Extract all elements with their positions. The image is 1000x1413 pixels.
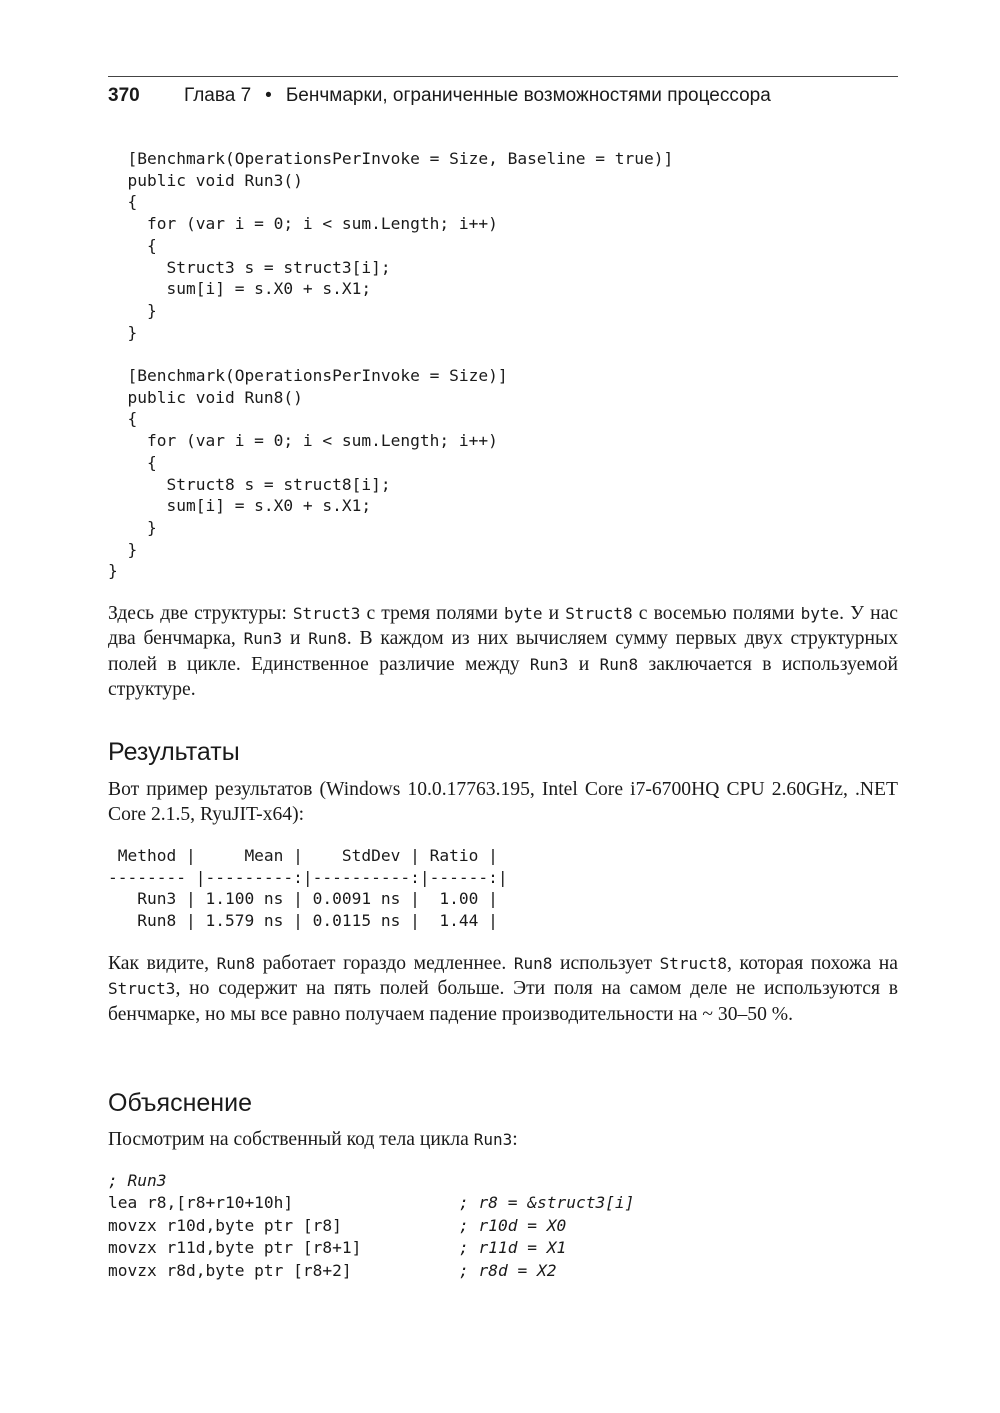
results-table: Method | Mean | StdDev | Ratio | -------- |---------:|----------:|------:| Run3 | 1.100 ns | 0.0091 ns | 1.00 | Run8 | 1.579 ns | 0.0115 ns | 1.44 | bbox=[108, 846, 508, 931]
asm-instruction: movzx r11d,byte ptr [r8+1] bbox=[108, 1238, 362, 1258]
asm-comment: ; r8d = X2 bbox=[459, 1260, 557, 1280]
chapter-title: Бенчмарки, ограниченные возможностями процессора bbox=[285, 85, 771, 106]
code-listing: [Benchmark(OperationsPerInvoke = Size, Baseline = true)] public void Run3() { for (var i = 0; i < sum.Length; i++) { Struct3 s = struct3[i]; sum[i] = s.X0 + s.X1; } } [Benchmark(OperationsPerInvoke = Size)] public void Run8() { for (var i = 0; i < sum.Length; i++) { Struct8 s = struct8[i]; sum[i] = s.X0 + s.X1; } } } bbox=[108, 149, 674, 581]
paragraph-structures: Здесь две структуры: Struct3 с тремя полями byte и Struct8 с восемью полями byte. У нас два бенчмарка, Run3 и Run8. В каждом из них вычисляем сумму первых двух структурных полей в цикле. Единственное различие между Run3 и Run8 заключается в используемой структуре. bbox=[108, 603, 899, 701]
paragraph-results-analysis: Как видите, Run8 работает гораздо медленнее. Run8 использует Struct8, которая похожа на Struct3, но содержит на пять полей больше. Эти поля на самом деле не используются в бенчмарке, но мы все равно получаем падение производительности на ~ 30–50 %. bbox=[108, 953, 898, 1025]
running-header bbox=[108, 76, 898, 107]
assembly-listing bbox=[108, 1169, 634, 1282]
chapter-label: Глава 7 bbox=[184, 85, 252, 106]
asm-instruction: movzx r8d,byte ptr [r8+2] bbox=[108, 1260, 352, 1280]
header-separator: • bbox=[265, 85, 272, 106]
page-number: 370 bbox=[108, 85, 140, 106]
asm-comment: ; r10d = X0 bbox=[459, 1215, 567, 1235]
section-heading-results: Результаты bbox=[108, 738, 240, 766]
paragraph-explanation-intro: Посмотрим на собственный код тела цикла Run3: bbox=[108, 1129, 518, 1150]
asm-title-line bbox=[108, 1169, 634, 1192]
section-heading-explanation: Объяснение bbox=[108, 1089, 252, 1117]
asm-instruction: lea r8,[r8+r10+10h] bbox=[108, 1193, 294, 1213]
paragraph-results-intro: Вот пример результатов (Windows 10.0.17763.195, Intel Core i7-6700HQ CPU 2.60GHz, .NET Core 2.1.5, RyuJIT-x64): bbox=[108, 779, 898, 826]
asm-comment: ; r8 = &struct3[i] bbox=[459, 1193, 635, 1213]
asm-comment: ; r11d = X1 bbox=[459, 1238, 567, 1258]
asm-title-comment: ; Run3 bbox=[108, 1170, 167, 1190]
asm-instruction: movzx r10d,byte ptr [r8] bbox=[108, 1215, 342, 1235]
asm-line bbox=[108, 1259, 634, 1282]
asm-line bbox=[108, 1214, 634, 1237]
asm-line bbox=[108, 1237, 634, 1260]
asm-line bbox=[108, 1192, 634, 1215]
